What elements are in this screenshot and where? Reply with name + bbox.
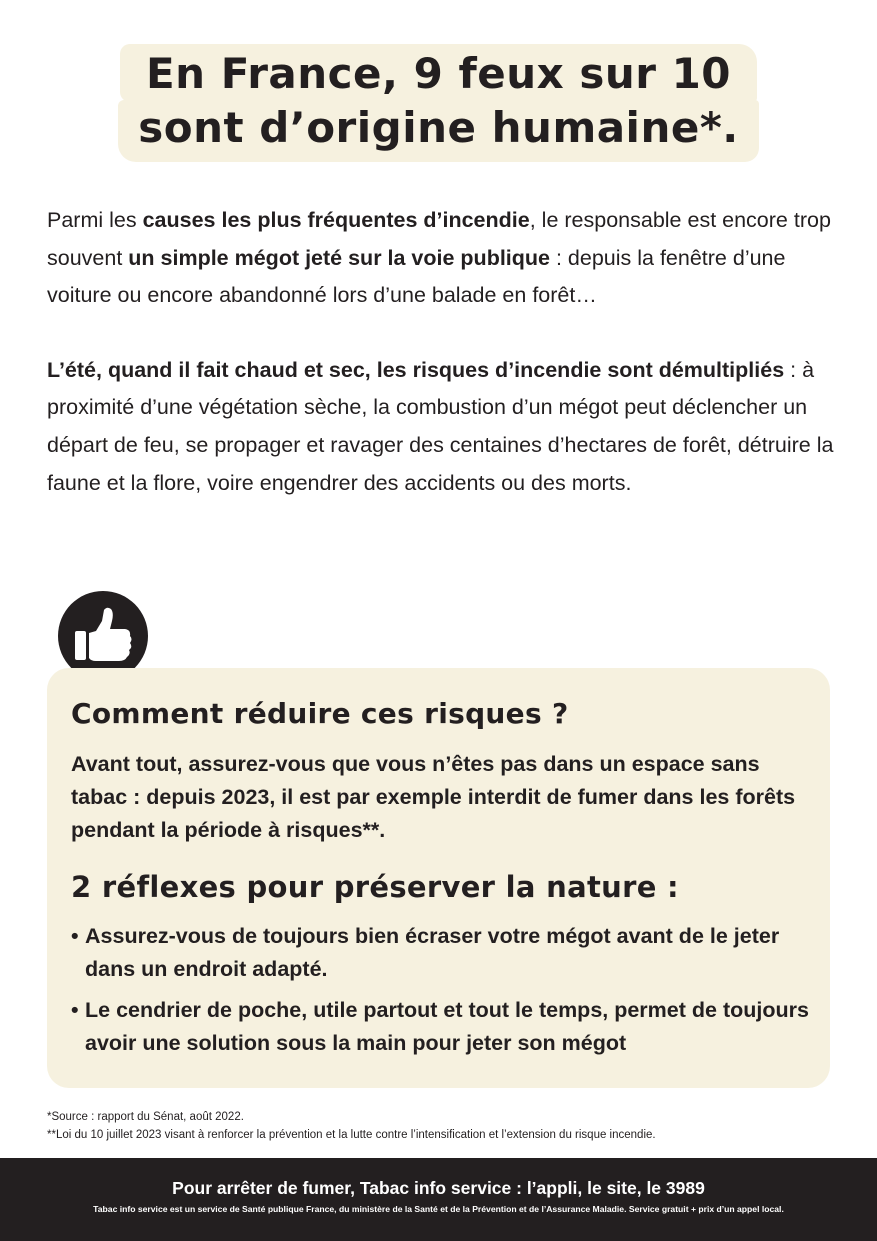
- list-item: [71, 994, 821, 1060]
- bullet-icon: •: [71, 924, 79, 948]
- intro-p1-bold-a: causes les plus fréquentes d’incendie: [142, 208, 530, 232]
- intro-p1-bold-b: un simple mégot jeté sur la voie publique: [128, 245, 550, 270]
- tips-paragraph: Avant tout, assurez-vous que vous n’êtes pas dans un espace sans tabac : depuis 2023, il est par exemple interdit de fumer dans les forêts pendant la période à risques**.: [71, 752, 796, 842]
- intro-p2-text: : à proximité d’une végétation sèche, la combustion d’un mégot peut déclencher un départ de feu, se propager et ravager des centaines d’hectares de forêt, détruire la faune et la flore, voire engendrer des accidents ou des morts.: [47, 357, 834, 495]
- list-item-text: Le cendrier de poche, utile partout et tout le temps, permet de toujours avoir une solution sous la main pour jeter son mégot: [85, 998, 809, 1055]
- footnote-source: *Source : rapport du Sénat, août 2022.: [47, 1111, 244, 1123]
- footer-headline: Pour arrêter de fumer, Tabac info service : l’appli, le site, le 3989: [172, 1178, 705, 1198]
- title-line-1: En France, 9 feux sur 10: [120, 44, 757, 102]
- tips-heading: Comment réduire ces risques ?: [71, 697, 569, 730]
- list-item-text: Assurez-vous de toujours bien écraser votre mégot avant de le jeter dans un endroit adapté.: [85, 924, 780, 981]
- page-title: [0, 44, 877, 162]
- footnotes: [47, 1108, 847, 1144]
- list-item: [71, 920, 821, 986]
- intro-p2-bold: L’été, quand il fait chaud et sec, les risques d’incendie sont démultipliés: [47, 357, 785, 382]
- intro-p1-text-b: , le responsable est encore trop souvent: [47, 208, 831, 270]
- title-line-2: sont d’origine humaine*.: [118, 100, 759, 162]
- reflexes-list: [71, 920, 821, 1060]
- tips-panel: [47, 668, 830, 1088]
- intro-p1-text-a: Parmi les: [47, 208, 143, 232]
- footer-banner: [0, 1158, 877, 1241]
- bullet-icon: •: [71, 998, 79, 1022]
- intro-p1-text-c: : depuis la fenêtre d’une voiture ou encore abandonné lors d’une balade en forêt…: [47, 245, 786, 308]
- intro-paragraph-2: [47, 352, 837, 502]
- intro-paragraph-1: [47, 202, 837, 315]
- intro-text: [47, 202, 837, 502]
- footnote-law: **Loi du 10 juillet 2023 visant à renforcer la prévention et la lutte contre l’intensification et l’extension du risque incendie.: [47, 1129, 656, 1141]
- reflexes-heading: 2 réflexes pour préserver la nature :: [71, 870, 679, 904]
- footer-disclaimer: Tabac info service est un service de Santé publique France, du ministère de la Santé et de la Prévention et de l’Assurance Maladie. Service gratuit + prix d’un appel local.: [93, 1204, 784, 1214]
